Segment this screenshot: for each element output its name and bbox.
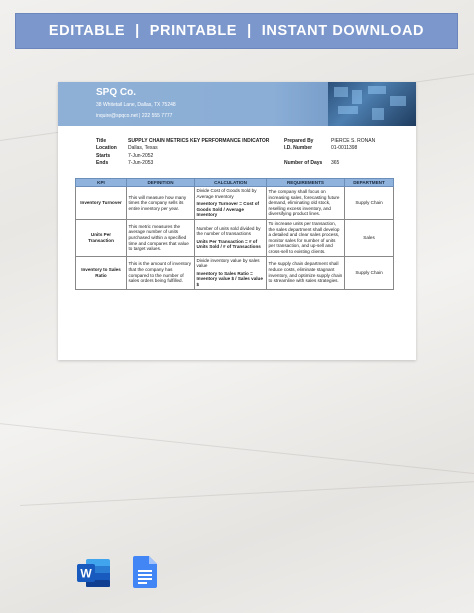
department-cell: Supply Chain: [345, 187, 394, 220]
definition-cell: This is the amount of inventory that the company has compared to the number of sales orders being fulfilled.: [127, 256, 195, 289]
requirements-cell: The company shall focus on increasing sales, forecasting future demand, eliminating old stock, reselling excess inventory, and diversifying product lines.: [267, 187, 345, 220]
meta-id-value: 01-0011398: [331, 145, 358, 151]
marble-vein: [20, 479, 474, 506]
meta-days-label: Number of Days: [284, 160, 323, 166]
department-cell: Sales: [345, 219, 394, 256]
calculation-formula: Units Per Transaction = # of Units Sold / # of Transactions: [196, 238, 261, 250]
svg-text:W: W: [80, 566, 92, 581]
banner-instant-download: INSTANT DOWNLOAD: [261, 23, 425, 39]
table-row: [76, 187, 394, 220]
meta-starts-row: Starts: [96, 153, 111, 159]
kpi-table: [75, 178, 394, 290]
meta-prepared-by-label: Prepared By: [284, 138, 314, 144]
banner-separator: |: [247, 23, 252, 39]
company-address: 38 Whitetail Lane, Dallas, TX 75248: [96, 102, 176, 108]
word-app-icon[interactable]: [77, 558, 111, 588]
kpi-cell: Inventory to Sales Ratio: [76, 256, 127, 289]
calculation-intro: Divide Cost of Goods Sold by Average Inventory: [196, 188, 257, 199]
document-header: [58, 82, 416, 126]
calculation-intro: Number of units sold divided by the number of transactions: [196, 225, 261, 237]
calculation-cell: [195, 219, 267, 256]
meta-label: Title: [96, 138, 107, 144]
banner-separator: |: [135, 23, 140, 39]
banner-printable: PRINTABLE: [149, 23, 238, 39]
banner-editable: EDITABLE: [48, 23, 126, 39]
marble-vein: [0, 420, 474, 477]
column-header-definition: DEFINITION: [127, 179, 195, 187]
company-contact: inquire@spqco.net | 222 555 7777: [96, 113, 173, 119]
meta-starts-value: 7-Jun-2052: [128, 153, 154, 159]
feature-banner: [15, 13, 458, 49]
calculation-formula: Inventory Turnover = Cost of Goods Sold / Average Inventory: [196, 201, 260, 218]
meta-title-row: [96, 138, 106, 144]
meta-title-value: SUPPLY CHAIN METRICS KEY PERFORMANCE INDICATOR: [128, 138, 270, 144]
calculation-cell: [195, 256, 267, 289]
column-header-kpi: KPI: [76, 179, 127, 187]
table-row: [76, 219, 394, 256]
requirements-cell: The supply chain department shall reduce costs, eliminate stagnant inventory, and optimize supply chain to streamline with sales strategies.: [267, 256, 345, 289]
header-photo: [328, 82, 416, 126]
kpi-cell: Units Per Transaction: [76, 219, 127, 256]
meta-ends-row: Ends: [96, 160, 109, 166]
calculation-intro: Divide inventory value by sales value: [196, 257, 260, 269]
meta-id-label: I.D. Number: [284, 145, 313, 151]
calculation-cell: [195, 187, 267, 220]
meta-prepared-by-value: PIERCE S. RONAN: [331, 138, 376, 144]
requirements-cell: To increase units per transaction, the sales department shall develop a detailed and clear sales process, monitor sales for number of units per transaction, and up-sell and cross-sell to existing clients.: [267, 219, 345, 256]
kpi-cell: Inventory Turnover: [76, 187, 127, 220]
table-header-row: [76, 179, 394, 187]
definition-cell: This will measure how many times the company sells its entire inventory per year.: [127, 187, 195, 220]
calculation-formula: Inventory to Sales Ratio = Inventory value $ / Sales value $: [196, 270, 263, 287]
column-header-department: DEPARTMENT: [345, 179, 394, 187]
meta-location-value: Dallas, Texas: [128, 145, 158, 151]
meta-days-value: 365: [331, 160, 340, 166]
google-docs-icon[interactable]: [133, 556, 157, 588]
table-row: [76, 256, 394, 289]
meta-location-row: Location: [96, 145, 117, 151]
company-name: SPQ Co.: [96, 87, 137, 98]
department-cell: Supply Chain: [345, 256, 394, 289]
column-header-calculation: CALCULATION: [195, 179, 267, 187]
meta-ends-value: 7-Jun-2053: [128, 160, 154, 166]
definition-cell: This metric measures the average number of units purchased within a specified time and compares that value to target values.: [127, 219, 195, 256]
column-header-requirements: REQUIREMENTS: [267, 179, 345, 187]
kpi-document-preview: [58, 82, 416, 360]
